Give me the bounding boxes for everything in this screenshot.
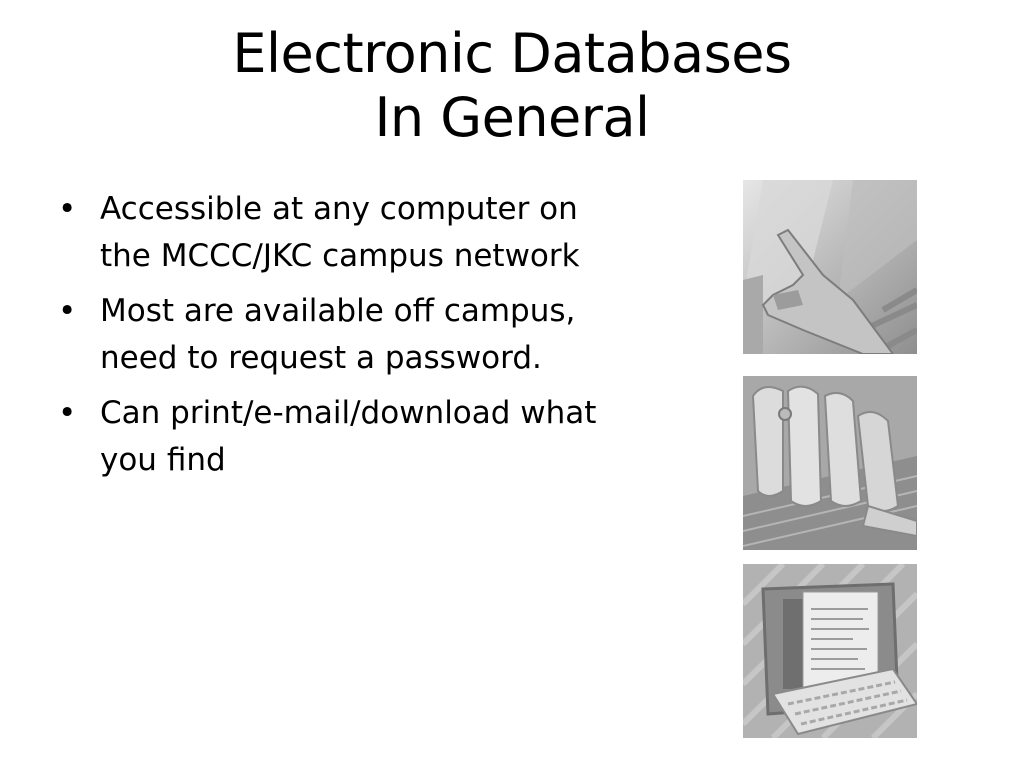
hand-pointing-at-screen-photo <box>743 180 917 354</box>
bullet-icon: • <box>58 293 77 329</box>
bullet-text-1: Accessible at any computer on the MCCC/JKC campus network <box>100 191 580 274</box>
bullet-icon: • <box>58 395 77 431</box>
computer-with-document-photo <box>743 564 917 738</box>
hand-on-keyboard-photo <box>743 376 917 550</box>
bullet-item-2 <box>58 288 638 382</box>
title-line-2: In General <box>374 86 650 149</box>
bullet-text-3: Can print/e-mail/download what you find <box>100 395 597 478</box>
bullet-icon: • <box>58 191 77 227</box>
bullet-text-2: Most are available off campus, need to request a password. <box>100 293 576 376</box>
bullet-item-1 <box>58 186 638 280</box>
title-line-1: Electronic Databases <box>232 22 792 85</box>
bullet-list <box>58 186 638 492</box>
slide-title <box>0 22 1024 150</box>
bullet-item-3 <box>58 390 638 484</box>
